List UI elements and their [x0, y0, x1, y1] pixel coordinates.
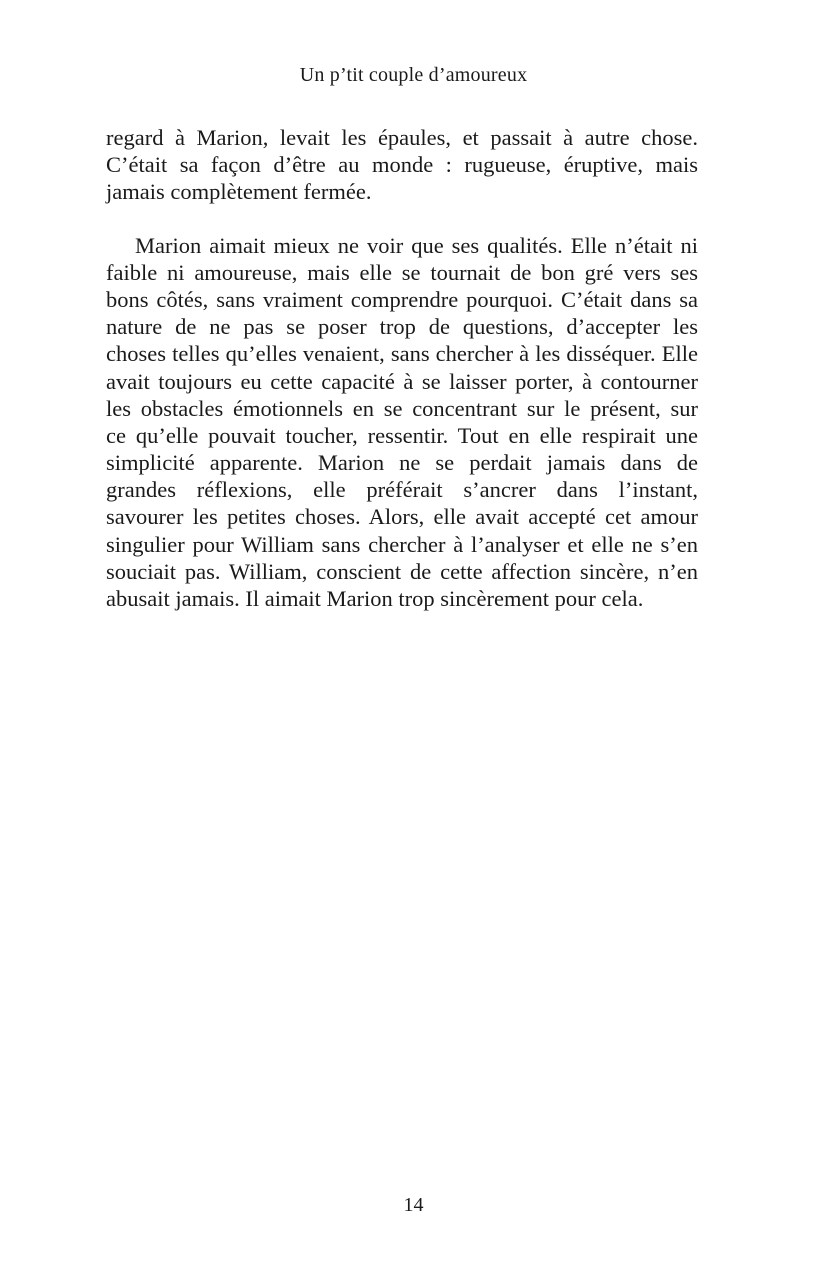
text-line: Marion aimait mieux ne voir que ses qualités. Elle n’était ni	[135, 232, 698, 258]
text-line: ce qu’elle pouvait toucher, ressentir. Tout en elle respirait une	[106, 422, 698, 448]
paragraph-1	[106, 124, 698, 206]
text-line: jamais complètement fermée.	[106, 179, 372, 205]
text-line: abusait jamais. Il aimait Marion trop sincèrement pour cela.	[106, 586, 644, 611]
text-line: nature de ne pas se poser trop de questions, d’accepter les	[106, 314, 698, 340]
text-line: avait toujours eu cette capacité à se laisser porter, à contourner	[106, 368, 698, 394]
text-line: simplicité apparente. Marion ne se perdait jamais dans de	[106, 450, 698, 476]
text-line: grandes réflexions, elle préférait s’ancrer dans l’instant,	[106, 477, 698, 503]
running-header: Un p’tit couple d’amoureux	[299, 64, 528, 86]
paragraph-2	[106, 232, 698, 613]
text-line: souciait pas. William, conscient de cette affection sincère, n’en	[106, 558, 698, 584]
text-line: choses telles qu’elles venaient, sans chercher à les disséquer. Elle	[106, 341, 698, 367]
text-line: C’était sa façon d’être au monde : rugueuse, éruptive, mais	[106, 152, 698, 178]
text-line: singulier pour William sans chercher à l’analyser et elle ne s’en	[106, 531, 698, 557]
text-line: les obstacles émotionnels en se concentrant sur le présent, sur	[106, 395, 698, 421]
text-line: savourer les petites choses. Alors, elle avait accepté cet amour	[106, 504, 698, 530]
body-text	[106, 124, 698, 612]
page-number: 14	[403, 1194, 424, 1216]
text-line: faible ni amoureuse, mais elle se tournait de bon gré vers ses	[106, 259, 698, 285]
text-line: regard à Marion, levait les épaules, et passait à autre chose.	[106, 125, 698, 150]
text-line: bons côtés, sans vraiment comprendre pourquoi. C’était dans sa	[106, 286, 698, 312]
